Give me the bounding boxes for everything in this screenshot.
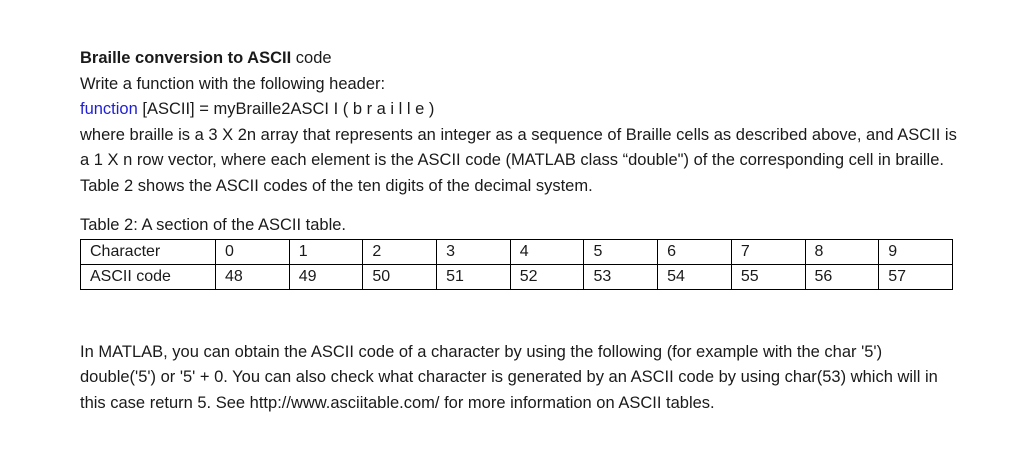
table-cell: 4 xyxy=(510,239,584,264)
table-cell: 5 xyxy=(584,239,658,264)
table-cell: 6 xyxy=(658,239,732,264)
table-cell: 1 xyxy=(289,239,363,264)
table-cell: 49 xyxy=(289,264,363,289)
table-cell: 2 xyxy=(363,239,437,264)
ascii-table xyxy=(80,239,953,290)
table-cell: 53 xyxy=(584,264,658,289)
table-cell: 9 xyxy=(879,239,953,264)
table-cell: 57 xyxy=(879,264,953,289)
table-cell: 48 xyxy=(216,264,290,289)
document-body xyxy=(80,46,960,416)
closing-paragraph: In MATLAB, you can obtain the ASCII code of a character by using the following (for example with the char '5') double('5') or '5' + 0. You can also check what character is generated by an ASCII code by using char(53) which will in this case return 5. See http://www.asciitable.com/ for more information on ASCII tables. xyxy=(80,342,938,412)
table-row xyxy=(81,264,953,289)
table-cell: 8 xyxy=(805,239,879,264)
table-cell: 56 xyxy=(805,264,879,289)
heading-bold: Braille conversion to ASCII xyxy=(80,49,292,67)
table-cell: 50 xyxy=(363,264,437,289)
instruction-text: Write a function with the following header: xyxy=(80,74,386,93)
description-paragraph: where braille is a 3 X 2n array that represents an integer as a sequence of Braille cells as described above, and ASCII is a 1 X n row vector, where each element is the ASCII code (MATLAB class “double") of the corresponding cell in braille. Table 2 shows the ASCII codes of the ten digits of the decimal system. xyxy=(80,125,957,195)
heading xyxy=(80,46,960,72)
heading-rest: code xyxy=(291,49,332,67)
table-cell: 54 xyxy=(658,264,732,289)
table-cell: 55 xyxy=(731,264,805,289)
table-row-header: Character xyxy=(81,239,216,264)
table-cell: 52 xyxy=(510,264,584,289)
table-row xyxy=(81,239,953,264)
table-cell: 3 xyxy=(437,239,511,264)
function-signature xyxy=(80,97,960,123)
table-cell: 7 xyxy=(731,239,805,264)
function-keyword: function xyxy=(80,100,138,118)
table-caption: Table 2: A section of the ASCII table. xyxy=(80,216,347,234)
function-signature-rest: [ASCII] = myBraille2ASCI I ( b r a i l l e ) xyxy=(137,100,435,118)
table-row-header: ASCII code xyxy=(81,264,216,289)
table-cell: 0 xyxy=(216,239,290,264)
table-cell: 51 xyxy=(437,264,511,289)
